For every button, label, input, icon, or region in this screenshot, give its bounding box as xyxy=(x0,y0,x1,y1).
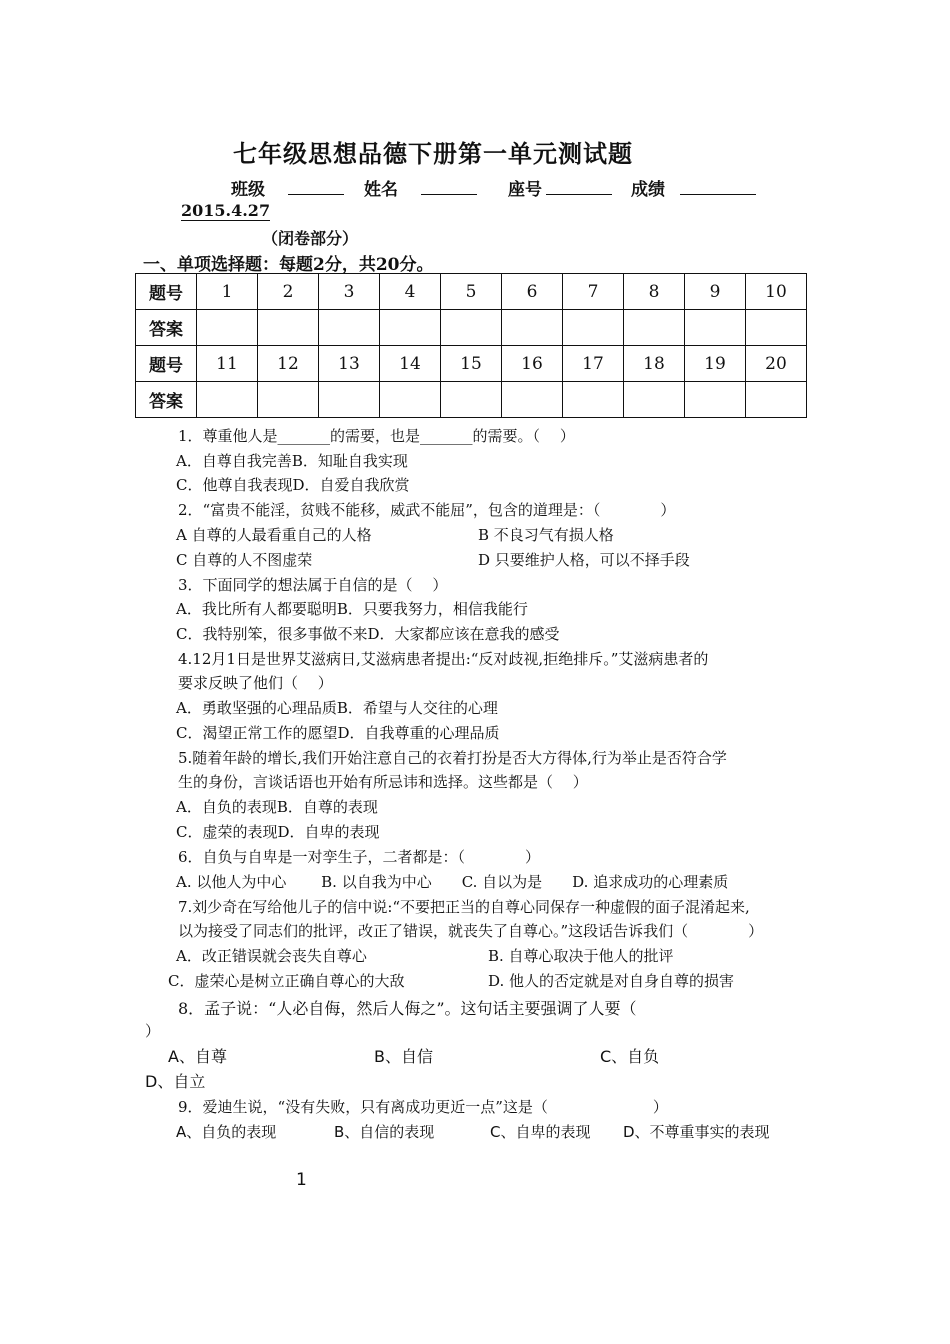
q8-stem: 8．孟子说：“人必自侮，然后人侮之”。这句话主要强调了人要（ xyxy=(178,999,637,1018)
answer-table xyxy=(135,273,807,418)
table-cell: 13 xyxy=(319,346,380,382)
q7-option-b: B. 自尊心取决于他人的批评 xyxy=(488,947,674,965)
q2-stem: 2．“富贵不能淫，贫贱不能移，威武不能屈”，包含的道理是：（ ） xyxy=(178,501,676,519)
table-cell: 2 xyxy=(258,274,319,310)
q2-option-b: B 不良习气有损人格 xyxy=(478,526,614,544)
q8-option-a: A、自尊 xyxy=(168,1047,227,1066)
q8-stem-close: ） xyxy=(145,1022,161,1040)
table-cell: 12 xyxy=(258,346,319,382)
answer-cell[interactable] xyxy=(685,310,746,346)
answer-cell[interactable] xyxy=(746,310,807,346)
q3-options-ab: A．我比所有人都要聪明B．只要我努力，相信我能行 xyxy=(176,600,528,618)
q7-option-d: D. 他人的否定就是对自身自尊的损害 xyxy=(488,972,735,990)
table-cell: 1 xyxy=(197,274,258,310)
score-field[interactable] xyxy=(680,175,756,195)
q9-option-a: A、自负的表现 xyxy=(176,1123,277,1141)
q9-option-d: D、不尊重事实的表现 xyxy=(623,1123,770,1141)
answer-cell[interactable] xyxy=(624,382,685,418)
seat-label: 座号 xyxy=(508,180,542,200)
answer-cell[interactable] xyxy=(197,382,258,418)
q6-stem: 6．自负与自卑是一对孪生子，二者都是：（ ） xyxy=(178,848,541,866)
q7-option-a: A．改正错误就会丧失自尊心 xyxy=(176,947,367,965)
seat-field[interactable] xyxy=(546,175,612,195)
answer-cell[interactable] xyxy=(380,310,441,346)
table-cell: 5 xyxy=(441,274,502,310)
table-cell: 20 xyxy=(746,346,807,382)
table-cell: 19 xyxy=(685,346,746,382)
score-label: 成绩 xyxy=(631,180,665,200)
table-cell: 7 xyxy=(563,274,624,310)
exam-date: 2015.4.27 xyxy=(181,201,271,220)
table-cell: 17 xyxy=(563,346,624,382)
table-cell: 11 xyxy=(197,346,258,382)
table-cell: 10 xyxy=(746,274,807,310)
answer-cell[interactable] xyxy=(563,310,624,346)
answer-cell[interactable] xyxy=(502,310,563,346)
q5-stem-line2: 生的身份，言谈话语也开始有所忌讳和选择。这些都是（ ） xyxy=(178,773,588,791)
q7-stem-line2: 以为接受了同志们的批评，改正了错误，就丧失了自尊心。”这段话告诉我们（ ） xyxy=(178,922,764,940)
closed-part-label: （闭卷部分） xyxy=(262,229,359,248)
answer-cell[interactable] xyxy=(258,310,319,346)
answer-cell[interactable] xyxy=(319,382,380,418)
ans-header: 答案 xyxy=(136,310,197,346)
q5-options-ab: A．自负的表现B．自尊的表现 xyxy=(176,798,378,816)
q5-options-cd: C．虚荣的表现D．自卑的表现 xyxy=(176,823,380,841)
class-field[interactable] xyxy=(288,175,344,195)
section-heading: 一、单项选择题：每题2分，共20分。 xyxy=(143,255,434,275)
q9-stem: 9．爱迪生说，“没有失败，只有离成功更近一点”这是（ ） xyxy=(178,1098,668,1116)
answer-cell[interactable] xyxy=(685,382,746,418)
table-cell: 6 xyxy=(502,274,563,310)
name-field[interactable] xyxy=(421,175,477,195)
answer-cell[interactable] xyxy=(197,310,258,346)
q1-stem: 1．尊重他人是_______的需要，也是_______的需要。（ ） xyxy=(178,427,575,445)
name-label: 姓名 xyxy=(364,180,398,200)
q8-option-c: C、自负 xyxy=(600,1047,660,1066)
answer-cell[interactable] xyxy=(258,382,319,418)
q1-options-ab: A．自尊自我完善B．知耻自我实现 xyxy=(176,452,408,470)
answer-cell[interactable] xyxy=(746,382,807,418)
answer-cell[interactable] xyxy=(319,310,380,346)
q8-option-b: B、自信 xyxy=(374,1047,433,1066)
answer-cell[interactable] xyxy=(563,382,624,418)
table-cell: 14 xyxy=(380,346,441,382)
table-row xyxy=(136,310,807,346)
q2-option-a: A 自尊的人最看重自己的人格 xyxy=(176,526,372,544)
page-number: 1 xyxy=(296,1170,307,1190)
num-header: 题号 xyxy=(136,346,197,382)
q2-option-c: C 自尊的人不图虚荣 xyxy=(176,551,313,569)
q3-stem: 3．下面同学的想法属于自信的是（ ） xyxy=(178,576,448,594)
ans-header: 答案 xyxy=(136,382,197,418)
answer-cell[interactable] xyxy=(380,382,441,418)
table-cell: 15 xyxy=(441,346,502,382)
answer-cell[interactable] xyxy=(441,310,502,346)
num-header: 题号 xyxy=(136,274,197,310)
q4-options-ab: A．勇敢坚强的心理品质B．希望与人交往的心理 xyxy=(176,699,498,717)
q7-option-c: C．虚荣心是树立正确自尊心的大敌 xyxy=(168,972,405,990)
page-title: 七年级思想品德下册第一单元测试题 xyxy=(233,139,633,168)
table-row xyxy=(136,274,807,310)
class-label: 班级 xyxy=(231,180,265,200)
q1-options-cd: C．他尊自我表现D．自爱自我欣赏 xyxy=(176,476,410,494)
table-row xyxy=(136,382,807,418)
table-cell: 16 xyxy=(502,346,563,382)
table-row xyxy=(136,346,807,382)
answer-cell[interactable] xyxy=(441,382,502,418)
q4-options-cd: C．渴望正常工作的愿望D．自我尊重的心理品质 xyxy=(176,724,500,742)
table-cell: 4 xyxy=(380,274,441,310)
answer-cell[interactable] xyxy=(502,382,563,418)
q6-options: A. 以他人为中心 B. 以自我为中心 C. 自以为是 D. 追求成功的心理素质 xyxy=(176,873,729,891)
table-cell: 18 xyxy=(624,346,685,382)
q7-stem-line1: 7.刘少奇在写给他儿子的信中说:“不要把正当的自尊心同保存一种虚假的面子混淆起来, xyxy=(178,898,750,916)
q5-stem-line1: 5.随着年龄的增长,我们开始注意自己的衣着打扮是否大方得体,行为举止是否符合学 xyxy=(178,749,727,767)
q8-option-d: D、自立 xyxy=(145,1072,206,1091)
q4-stem-line1: 4.12月1日是世界艾滋病日,艾滋病患者提出:“反对歧视,拒绝排斥。”艾滋病患者的 xyxy=(178,650,709,668)
table-cell: 8 xyxy=(624,274,685,310)
q3-options-cd: C．我特别笨，很多事做不来D．大家都应该在意我的感受 xyxy=(176,625,560,643)
table-cell: 9 xyxy=(685,274,746,310)
q9-option-b: B、自信的表现 xyxy=(334,1123,435,1141)
q2-option-d: D 只要维护人格，可以不择手段 xyxy=(478,551,690,569)
answer-cell[interactable] xyxy=(624,310,685,346)
table-cell: 3 xyxy=(319,274,380,310)
q4-stem-line2: 要求反映了他们（ ） xyxy=(178,674,333,692)
q9-option-c: C、自卑的表现 xyxy=(490,1123,591,1141)
